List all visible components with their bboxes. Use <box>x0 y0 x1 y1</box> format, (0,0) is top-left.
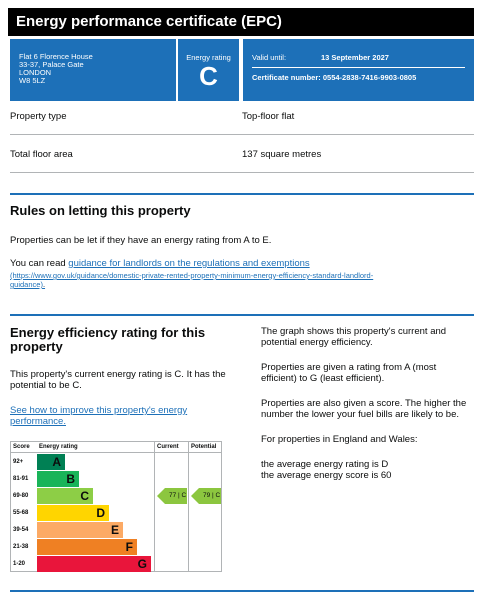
column-divider <box>188 442 189 571</box>
floor-area-value: 137 square metres <box>242 149 322 160</box>
divider <box>10 134 474 135</box>
efficiency-heading: Energy efficiency rating for this property <box>10 325 206 354</box>
improve-performance-link[interactable]: See how to improve this property's energy performance. <box>10 405 188 427</box>
band-letter: F <box>37 539 137 555</box>
address-line: 33-37, Palace Gate <box>19 60 84 69</box>
valid-until-date: 13 September 2027 <box>321 53 389 62</box>
floor-area-label: Total floor area <box>10 149 73 160</box>
guidance-url-line: (https://www.gov.uk/guidance/domestic-private-rented-property-minimum-energy-efficiency-standard-landlord- <box>10 271 374 280</box>
rating-band-d <box>11 505 153 521</box>
potential-rating-label: 79 | C <box>203 492 221 499</box>
band-letter: B <box>37 471 79 487</box>
header-divider <box>11 452 221 453</box>
average-rating: the average energy rating is D <box>261 459 389 470</box>
potential-rating-marker <box>191 488 221 504</box>
band-range: 39-54 <box>13 527 29 533</box>
property-type-row <box>10 111 474 122</box>
band-range: 81-91 <box>13 476 29 482</box>
rating-band-a <box>11 454 153 470</box>
divider <box>10 172 474 173</box>
score-explainer: Properties are also given a score. The higher the number the lower your fuel bills are likely to be. <box>261 398 467 420</box>
band-range: 92+ <box>13 459 24 465</box>
band-range: 55-68 <box>13 510 29 516</box>
section-divider <box>10 193 474 195</box>
column-divider <box>154 442 155 571</box>
energy-rating-header: Energy rating <box>39 444 78 450</box>
score-header: Score <box>13 444 30 450</box>
current-header: Current <box>157 444 179 450</box>
band-range: 69-80 <box>13 493 29 499</box>
potential-header: Potential <box>191 444 217 450</box>
energy-rating-graph <box>10 441 222 572</box>
letting-heading: Rules on letting this property <box>10 203 191 218</box>
property-type-value: Top-floor flat <box>242 111 295 122</box>
band-range: 21-38 <box>13 544 29 550</box>
rating-explainer: Properties are given a rating from A (most efficient) to G (least efficient). <box>261 362 437 384</box>
current-rating-marker <box>157 488 187 504</box>
energy-rating-box <box>178 39 239 101</box>
section-divider <box>10 314 474 316</box>
rating-band-f <box>11 539 153 555</box>
band-letter: A <box>37 454 65 470</box>
band-range: 1-20 <box>13 561 26 567</box>
section-divider <box>10 590 474 592</box>
valid-until-label: Valid until: <box>252 53 287 62</box>
current-rating-label: 77 | C <box>169 492 187 499</box>
average-score: the average energy score is 60 <box>261 470 392 481</box>
guidance-url-line: guidance) <box>10 280 43 289</box>
region-note: For properties in England and Wales: <box>261 434 418 445</box>
guidance-prefix: You can read <box>10 258 69 269</box>
band-letter: D <box>37 505 109 521</box>
guidance-link[interactable]: guidance for landlords on the regulations and exemptions <box>68 258 310 269</box>
rating-band-c <box>11 488 153 504</box>
property-type-label: Property type <box>10 111 67 122</box>
address-line: LONDON <box>19 68 52 77</box>
energy-rating-value: C <box>199 61 218 91</box>
guidance-url[interactable] <box>10 271 474 289</box>
energy-rating-label: Energy rating <box>186 53 231 62</box>
letting-paragraph: Properties can be let if they have an energy rating from A to E. <box>10 235 272 246</box>
rating-band-e <box>11 522 153 538</box>
band-letter: G <box>37 556 151 572</box>
efficiency-paragraph: This property's current energy rating is C. It has the potential to be C. <box>10 369 226 391</box>
validity-box <box>243 39 474 101</box>
address-line: Flat 6 Florence House <box>19 52 93 61</box>
band-letter: C <box>37 488 93 504</box>
guidance-paragraph <box>10 258 474 269</box>
floor-area-row <box>10 149 474 160</box>
rating-band-g <box>11 556 153 572</box>
divider <box>252 67 465 68</box>
band-letter: E <box>37 522 123 538</box>
rating-band-b <box>11 471 153 487</box>
graph-explainer: The graph shows this property's current and potential energy efficiency. <box>261 326 447 348</box>
certificate-number: Certificate number: 0554-2838-7416-9903-0805 <box>252 73 417 82</box>
address-line: W8 5LZ <box>19 76 46 85</box>
guidance-url-suffix: . <box>42 280 46 289</box>
page-title: Energy performance certificate (EPC) <box>8 8 474 36</box>
address-box <box>10 39 176 101</box>
